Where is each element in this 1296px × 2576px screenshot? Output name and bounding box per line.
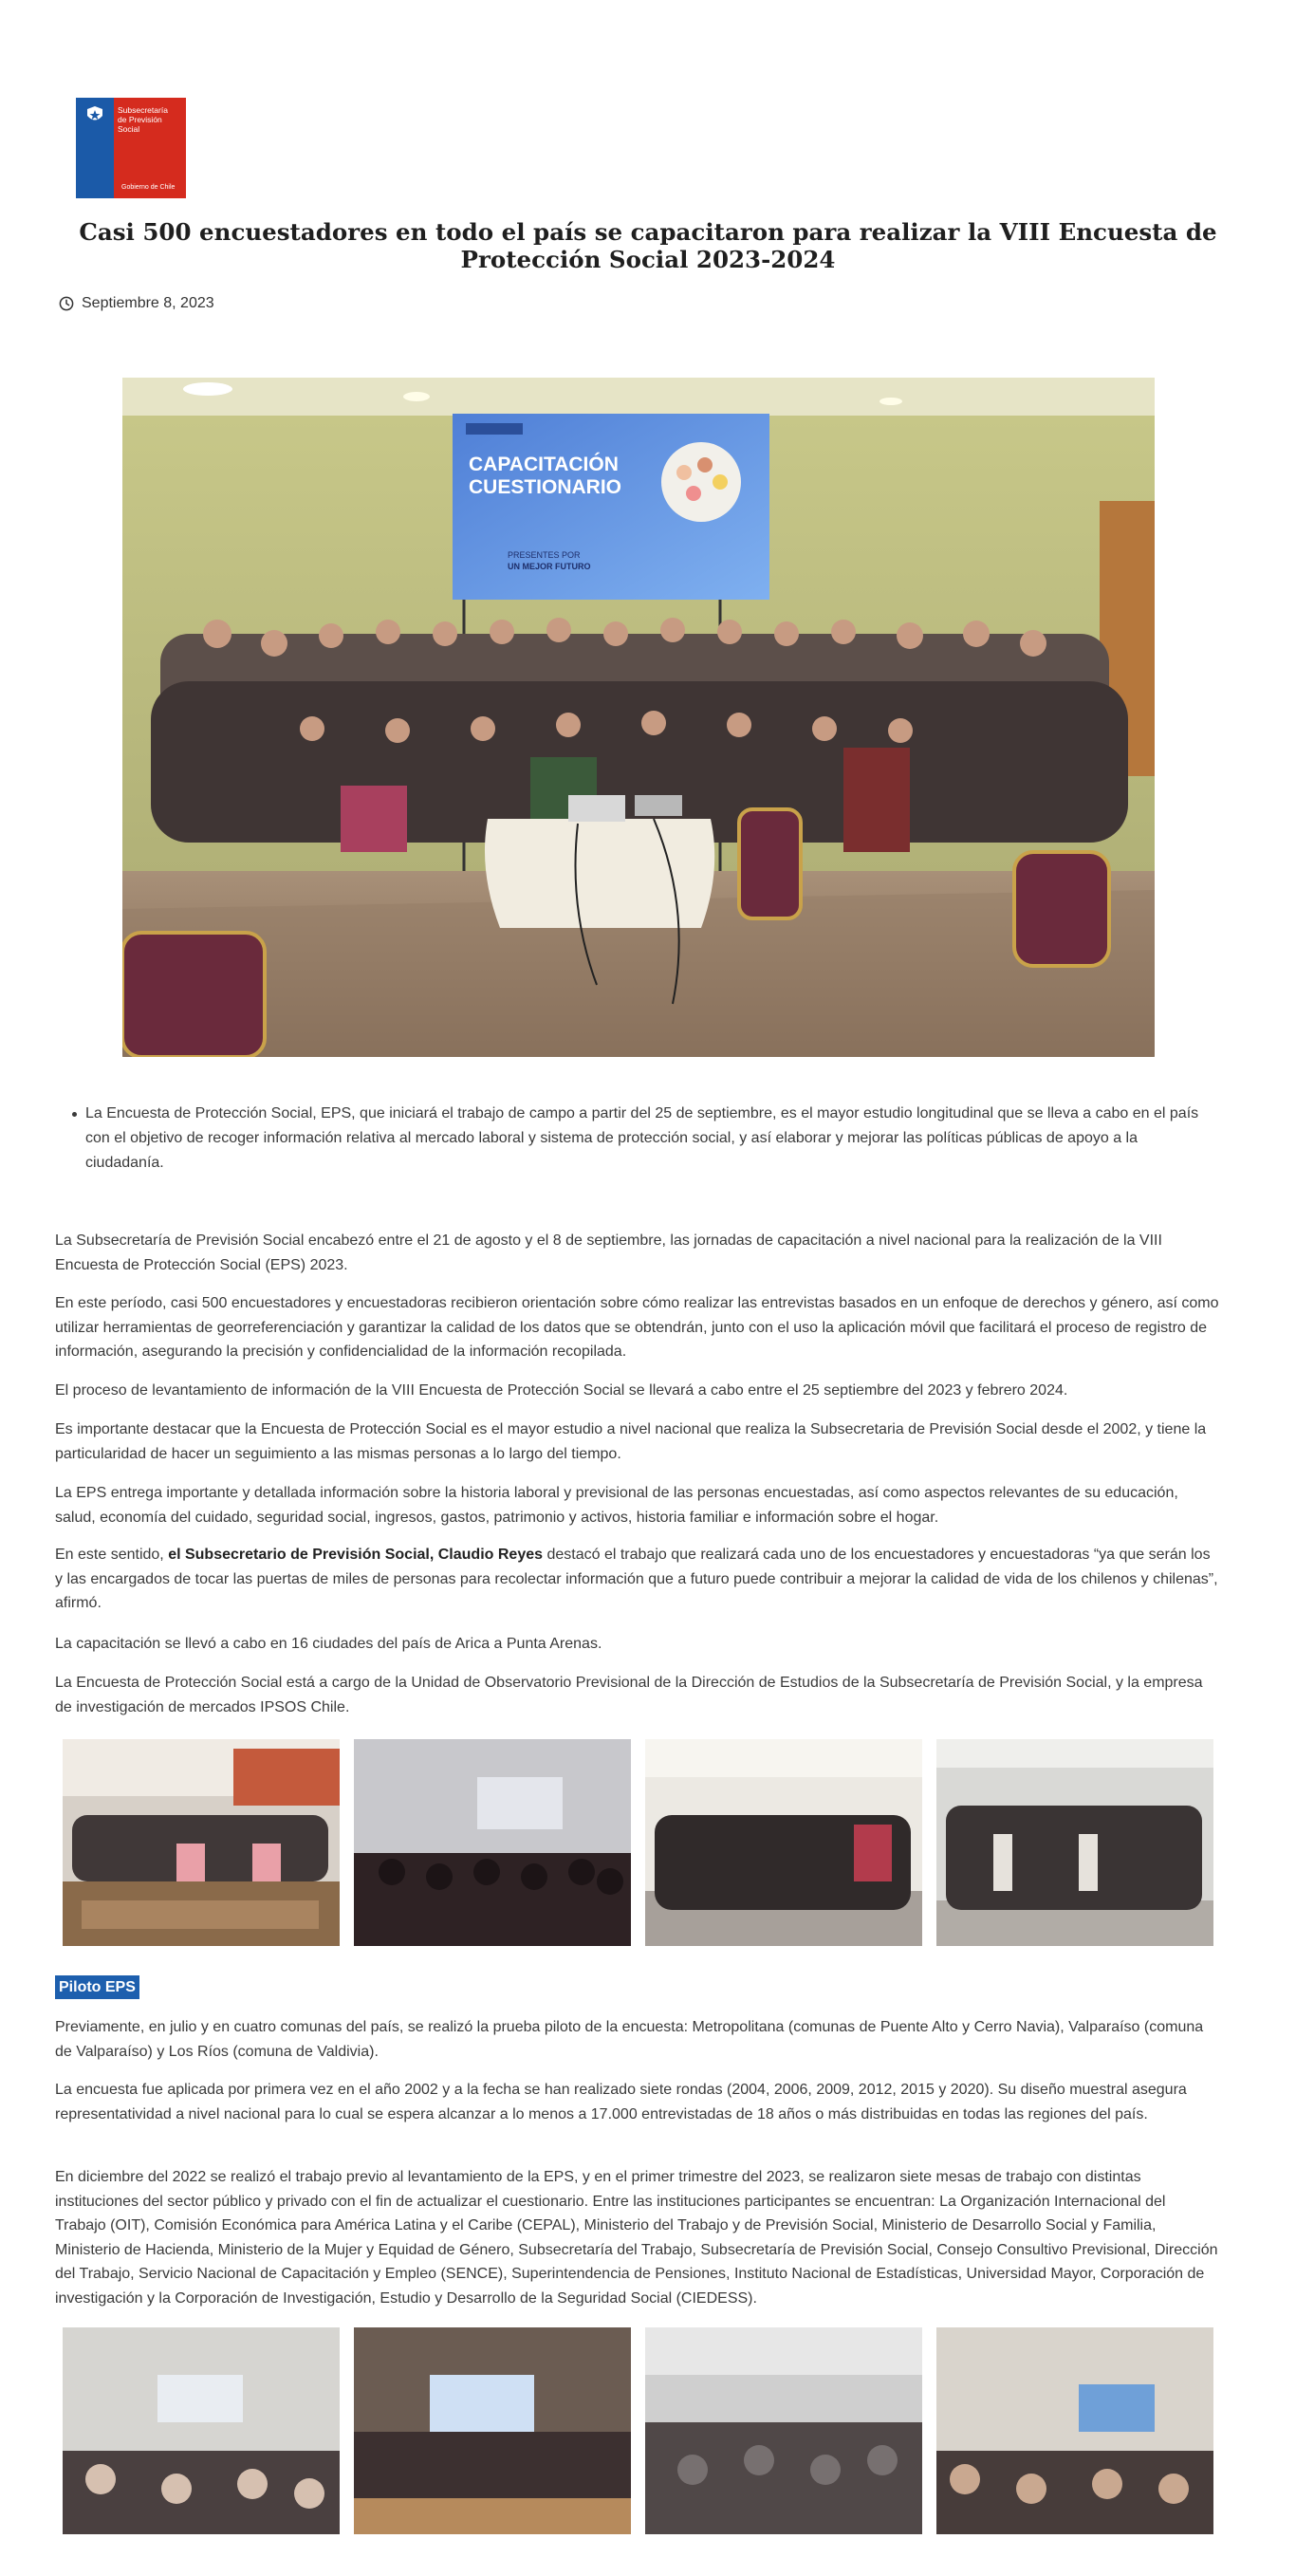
article-body xyxy=(55,1229,1220,1722)
body-paragraph-2: En este período, casi 500 encuestadores y encuestadoras recibieron orientación sobre cómo realizar las entrevistas basados en un enfoque de derechos y género, así como utilizar herramientas de georreferenciación y garantizar la calidad de los datos que se obtendrán, junto con el uso la aplicación móvil que facilitará el proceso de registro de información, asegurando la precisión y confidencialidad de la información recopilada. xyxy=(55,1295,1219,1360)
photo-gallery-1 xyxy=(63,1739,1214,1946)
article-date xyxy=(59,295,214,312)
body-paragraph-3: El proceso de levantamiento de información de la VIII Encuesta de Protección Social se llevará a cabo entre el 25 septiembre del 2023 y febrero 2024. xyxy=(55,1382,1068,1399)
quote-speaker: el Subsecretario de Previsión Social, Claudio Reyes xyxy=(168,1547,544,1563)
section-paragraph-3: En diciembre del 2022 se realizó el trabajo previo al levantamiento de la EPS, y en el primer trimestre del 2023, se realizaron siete mesas de trabajo con distintas instituciones del sector público y privado con el fin de actualizar el cuestionario. Entre las instituciones participantes se encuentran: La Organización Internacional del Trabajo (OIT), Comisión Económica para América Latina y el Caribe (CEPAL), Ministerio del Trabajo y de Previsión Social, Ministerio de Desarrollo Social y Familia, Ministerio de Hacienda, Ministerio de la Mujer y Equidad de Género, Subsecretaría del Trabajo, Subsecretaría de Previsión Social, Consejo Consultivo Previsional, Dirección del Trabajo, Servicio Nacional de Capacitación y Empleo (SENCE), Superintendencia de Pensiones, Instituto Nacional de Estadísticas, Universidad Mayor, Corporación de investigación y la Corporación de Investigación, Estudio y Desarrollo de la Seguridad Social (CIEDESS). xyxy=(55,2169,1218,2307)
gallery-photo[interactable] xyxy=(936,2327,1213,2534)
gallery-photo[interactable] xyxy=(645,1739,922,1946)
quote-intro: En este sentido, xyxy=(55,1547,169,1563)
quote-rest: destacó el trabajo que realizará cada uno de los encuestadores y encuestadoras “ya que serán los y las encargados de tocar las puertas de miles de personas para recolectar información que a futuro puede contribuir a mejorar la calidad de vida de los chilenos y chilenas”, afirmó. xyxy=(55,1547,1218,1611)
section-paragraph-2: La encuesta fue aplicada por primera vez en el año 2002 y a la fecha se han realizado siete rondas (2004, 2006, 2009, 2012, 2015 y 2020). Su diseño muestral asegura representatividad a nivel nacional para lo cual se espera alcanzar a lo menos a 17.000 entrevistadas de 18 años o más distribuidas en todas las regiones del país. xyxy=(55,2082,1187,2122)
gallery-photo[interactable] xyxy=(936,1739,1213,1946)
gallery-photo[interactable] xyxy=(63,2327,340,2534)
logo-footer: Gobierno de Chile xyxy=(121,184,176,191)
section-body xyxy=(55,2015,1220,2307)
hero-photo xyxy=(122,378,1155,1057)
logo-red-band xyxy=(114,98,186,198)
hero-screen-line-2: CUESTIONARIO xyxy=(469,476,622,498)
gallery-photo[interactable] xyxy=(354,2327,631,2534)
article-title: Casi 500 encuestadores en todo el país se capacitaron para realizar la VIII Encuesta de Protección Social 2023-2024 xyxy=(79,218,1217,273)
logo-line-3: Social xyxy=(118,124,140,134)
body-paragraph-7: La Encuesta de Protección Social está a cargo de la Unidad de Observatorio Previsional de la Dirección de Estudios de la Subsecretaría de Previsión Social, y la empresa de investigación de mercados IPSOS Chile. xyxy=(55,1675,1203,1715)
body-paragraph-1: La Subsecretaría de Previsión Social encabezó entre el 21 de agosto y el 8 de septiembre, las jornadas de capacitación a nivel nacional para la realización de la VIII Encuesta de Protección Social (EPS) 2023. xyxy=(55,1232,1162,1273)
gallery-photo[interactable] xyxy=(63,1739,340,1946)
photo-gallery-2 xyxy=(63,2327,1214,2534)
article-date-text: Septiembre 8, 2023 xyxy=(82,295,214,311)
summary-list xyxy=(72,1102,1220,1176)
logo-blue-band xyxy=(76,98,114,198)
logo-line-2: de Previsión xyxy=(118,115,162,124)
section-title-piloto: Piloto EPS xyxy=(55,1975,139,1999)
body-paragraph-5: La EPS entrega importante y detallada información sobre la historia laboral y previsional de las personas encuestadas, así como aspectos relevantes de su educación, salud, economía del cuidado, seguridad social, ingresos, gastos, patrimonio y activos, historia familiar e información sobre el hogar. xyxy=(55,1485,1178,1526)
section-paragraph-1: Previamente, en julio y en cuatro comunas del país, se realizó la prueba piloto de la encuesta: Metropolitana (comunas de Puente Alto y Cerro Navia), Valparaíso (comuna de Valparaíso) y Los Ríos (comuna de Valdivia). xyxy=(55,2019,1204,2060)
hero-screen-tag-2: UN MEJOR FUTURO xyxy=(508,562,591,571)
summary-item: La Encuesta de Protección Social, EPS, que iniciará el trabajo de campo a partir del 25 de septiembre, es el mayor estudio longitudinal que se lleva a cabo en el país con el objetivo de recoger información relativa al mercado laboral y sistema de protección social, y así elaborar y mejorar las políticas públicas de apoyo a la ciudadanía. xyxy=(72,1102,1220,1176)
gallery-photo[interactable] xyxy=(645,2327,922,2534)
hero-screen-tag-1: PRESENTES POR xyxy=(508,550,581,560)
logo-line-1: Subsecretaría xyxy=(118,105,168,115)
site-logo[interactable] xyxy=(76,98,186,198)
hero-screen-line-1: CAPACITACIÓN xyxy=(469,454,619,475)
body-paragraph-quote xyxy=(55,1543,1220,1616)
body-paragraph-4: Es importante destacar que la Encuesta de Protección Social es el mayor estudio a nivel nacional que realiza la Subsecretaria de Previsión Social desde el 2002, y tiene la particularidad de hacer un seguimiento a las mismas personas a lo largo del tiempo. xyxy=(55,1421,1207,1462)
coat-of-arms-icon xyxy=(84,105,105,124)
gallery-photo[interactable] xyxy=(354,1739,631,1946)
clock-icon xyxy=(59,296,74,311)
body-paragraph-6: La capacitación se llevó a cabo en 16 ciudades del país de Arica a Punta Arenas. xyxy=(55,1636,602,1652)
